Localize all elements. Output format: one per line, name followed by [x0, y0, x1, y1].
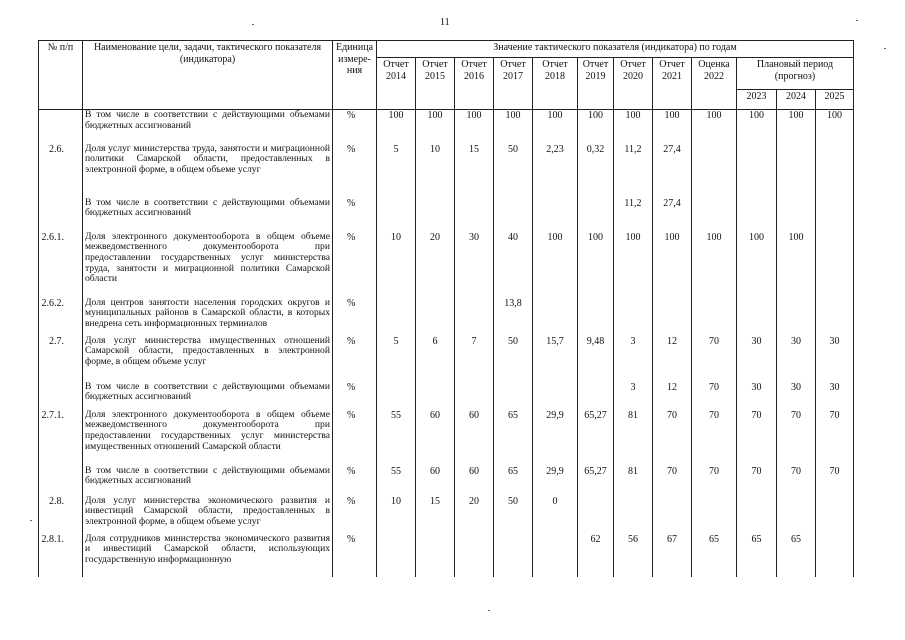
row-number: 2.8.1. — [39, 534, 83, 574]
unit-cell: % — [333, 534, 377, 574]
value-cell: 70 — [816, 466, 854, 496]
value-cell: 100 — [692, 110, 737, 144]
value-cell — [816, 298, 854, 336]
row-number — [39, 466, 83, 496]
col-num-header: № п/п — [39, 41, 83, 110]
value-cell — [816, 198, 854, 232]
indicator-name: В том числе в соответствии с действующими объемами бюджетных ассигнований — [83, 110, 333, 144]
table-row — [39, 336, 854, 382]
value-cell — [377, 382, 416, 410]
unit-cell: % — [333, 410, 377, 466]
value-cell: 100 — [816, 110, 854, 144]
value-cell: 100 — [377, 110, 416, 144]
value-cell: 11,2 — [614, 198, 653, 232]
value-cell: 70 — [737, 410, 777, 466]
value-cell: 55 — [377, 466, 416, 496]
indicator-name: Доля услуг министерства труда, занятости и миграционной политики Самарской области, предоставленных в электронной форме, в общем объеме услуг — [83, 144, 333, 198]
value-cell: 0,32 — [578, 144, 614, 198]
value-cell: 3 — [614, 382, 653, 410]
indicator-name: Доля центров занятости населения городских округов и муниципальных районов в Самарской области, в которых внедрена сеть информационных терминалов — [83, 298, 333, 336]
value-cell: 100 — [494, 110, 533, 144]
indicator-name: Доля услуг министерства имущественных отношений Самарской области, предоставленных в электронной форме, в общем объеме услуг — [83, 336, 333, 382]
value-cell: 30 — [737, 336, 777, 382]
continuation-cell — [39, 574, 83, 577]
col-name-header: Наименование цели, задачи, тактического показателя (индикатора) — [83, 41, 333, 110]
value-cell — [416, 382, 455, 410]
value-cell: 65 — [494, 466, 533, 496]
unit-cell: % — [333, 110, 377, 144]
value-cell — [578, 198, 614, 232]
value-cell: 67 — [653, 534, 692, 574]
value-cell: 50 — [494, 144, 533, 198]
value-cell: 100 — [777, 110, 816, 144]
value-cell: 65 — [494, 410, 533, 466]
value-cell — [416, 298, 455, 336]
value-cell: 100 — [533, 232, 578, 298]
value-cell — [692, 298, 737, 336]
value-cell: 5 — [377, 336, 416, 382]
scan-speck — [884, 48, 886, 49]
value-cell: 60 — [455, 466, 494, 496]
year-header: Отчет 2015 — [416, 58, 455, 110]
table-row — [39, 410, 854, 466]
value-cell: 100 — [737, 110, 777, 144]
continuation-cell — [377, 574, 416, 577]
table-row — [39, 298, 854, 336]
value-cell: 70 — [816, 410, 854, 466]
value-cell: 15,7 — [533, 336, 578, 382]
indicator-name: В том числе в соответствии с действующими объемами бюджетных ассигнований — [83, 198, 333, 232]
value-cell: 55 — [377, 410, 416, 466]
value-cell: 15 — [455, 144, 494, 198]
table-row — [39, 198, 854, 232]
value-cell: 70 — [653, 466, 692, 496]
value-cell: 29,9 — [533, 410, 578, 466]
value-cell: 30 — [777, 382, 816, 410]
value-cell — [578, 496, 614, 534]
value-cell: 100 — [653, 110, 692, 144]
value-cell — [533, 198, 578, 232]
value-cell: 40 — [494, 232, 533, 298]
continuation-cell — [816, 574, 854, 577]
value-cell — [777, 144, 816, 198]
year-header: Отчет 2018 — [533, 58, 578, 110]
row-number: 2.7.1. — [39, 410, 83, 466]
scan-speck — [30, 520, 32, 521]
value-cell — [494, 534, 533, 574]
continuation-cell — [777, 574, 816, 577]
value-cell: 10 — [416, 144, 455, 198]
value-cell — [455, 534, 494, 574]
value-cell — [377, 534, 416, 574]
value-cell — [653, 298, 692, 336]
continuation-cell — [533, 574, 578, 577]
value-cell — [455, 298, 494, 336]
plan-year-header: 2023 — [737, 90, 777, 110]
value-cell: 30 — [816, 336, 854, 382]
row-number: 2.6.1. — [39, 232, 83, 298]
value-cell: 27,4 — [653, 198, 692, 232]
value-cell: 60 — [416, 466, 455, 496]
value-cell: 27,4 — [653, 144, 692, 198]
value-cell: 10 — [377, 496, 416, 534]
indicator-name: Доля электронного документооборота в общем объеме межведомственного документооборота при предоставлении государственных услуг министерства имущественных отношений Самарской области — [83, 410, 333, 466]
value-cell — [377, 298, 416, 336]
value-cell: 70 — [692, 382, 737, 410]
value-cell: 30 — [455, 232, 494, 298]
plan-year-header: 2025 — [816, 90, 854, 110]
value-cell: 2,23 — [533, 144, 578, 198]
continuation-cell — [83, 574, 333, 577]
value-cell: 12 — [653, 382, 692, 410]
continuation-cell — [416, 574, 455, 577]
value-cell: 30 — [816, 382, 854, 410]
row-number: 2.8. — [39, 496, 83, 534]
unit-cell: % — [333, 382, 377, 410]
row-number: 2.7. — [39, 336, 83, 382]
value-cell — [533, 298, 578, 336]
value-cell: 100 — [614, 232, 653, 298]
continuation-cell — [692, 574, 737, 577]
value-cell: 11,2 — [614, 144, 653, 198]
year-header: Отчет 2014 — [377, 58, 416, 110]
value-cell: 70 — [777, 466, 816, 496]
value-cell — [614, 298, 653, 336]
value-cell: 62 — [578, 534, 614, 574]
value-cell — [737, 496, 777, 534]
unit-cell: % — [333, 198, 377, 232]
value-cell — [692, 198, 737, 232]
value-cell: 100 — [533, 110, 578, 144]
value-cell: 65 — [692, 534, 737, 574]
value-cell — [816, 144, 854, 198]
unit-cell: % — [333, 496, 377, 534]
value-cell: 30 — [777, 336, 816, 382]
value-cell — [816, 232, 854, 298]
value-cell: 5 — [377, 144, 416, 198]
table-row — [39, 534, 854, 574]
scan-speck — [856, 20, 858, 21]
value-cell: 70 — [737, 466, 777, 496]
value-cell: 70 — [692, 466, 737, 496]
table-row — [39, 496, 854, 534]
value-cell — [494, 382, 533, 410]
value-cell: 100 — [578, 232, 614, 298]
value-cell: 70 — [653, 410, 692, 466]
value-cell: 100 — [653, 232, 692, 298]
value-cell: 100 — [455, 110, 494, 144]
year-header: Отчет 2020 — [614, 58, 653, 110]
col-unit-header: Единица измере-ния — [333, 41, 377, 110]
scan-speck — [488, 610, 490, 611]
year-header: Отчет 2016 — [455, 58, 494, 110]
value-cell: 70 — [777, 410, 816, 466]
value-cell: 7 — [455, 336, 494, 382]
value-cell: 10 — [377, 232, 416, 298]
value-cell — [777, 198, 816, 232]
value-cell: 100 — [416, 110, 455, 144]
continuation-cell — [578, 574, 614, 577]
value-cell: 0 — [533, 496, 578, 534]
value-cell — [377, 198, 416, 232]
unit-cell: % — [333, 336, 377, 382]
table-row — [39, 110, 854, 144]
value-cell — [416, 198, 455, 232]
value-cell — [737, 198, 777, 232]
row-number — [39, 382, 83, 410]
value-cell: 56 — [614, 534, 653, 574]
value-cell — [455, 198, 494, 232]
continuation-cell — [333, 574, 377, 577]
indicator-name: В том числе в соответствии с действующими объемами бюджетных ассигнований — [83, 382, 333, 410]
continuation-cell — [653, 574, 692, 577]
scan-speck — [252, 24, 254, 25]
value-cell: 20 — [416, 232, 455, 298]
value-cell — [692, 496, 737, 534]
value-cell — [614, 496, 653, 534]
unit-cell: % — [333, 466, 377, 496]
value-cell — [737, 298, 777, 336]
value-cell: 60 — [455, 410, 494, 466]
table-continuation — [39, 574, 854, 577]
value-cell — [777, 298, 816, 336]
year-header: Отчет 2019 — [578, 58, 614, 110]
indicator-name: Доля сотрудников министерства экономического развития и инвестиций Самарской области, использующих государственную информационную — [83, 534, 333, 574]
continuation-cell — [455, 574, 494, 577]
value-cell: 15 — [416, 496, 455, 534]
value-cell: 30 — [737, 382, 777, 410]
unit-cell: % — [333, 298, 377, 336]
value-cell: 65,27 — [578, 410, 614, 466]
year-header: Отчет 2021 — [653, 58, 692, 110]
table-row — [39, 232, 854, 298]
continuation-cell — [614, 574, 653, 577]
value-cell — [816, 534, 854, 574]
indicator-name: Доля электронного документооборота в общем объеме межведомственного документооборота при предоставлении государственных услуг министерства труда, занятости и миграционной политики Самарской области — [83, 232, 333, 298]
value-cell: 65 — [777, 534, 816, 574]
value-cell: 81 — [614, 410, 653, 466]
value-cell: 100 — [614, 110, 653, 144]
value-cell: 60 — [416, 410, 455, 466]
value-cell — [578, 298, 614, 336]
value-cell — [533, 534, 578, 574]
year-header: Отчет 2017 — [494, 58, 533, 110]
value-cell — [455, 382, 494, 410]
row-number — [39, 110, 83, 144]
value-cell: 81 — [614, 466, 653, 496]
unit-cell: % — [333, 232, 377, 298]
indicator-table — [38, 40, 854, 577]
value-cell — [653, 496, 692, 534]
value-cell: 70 — [692, 336, 737, 382]
table-body — [39, 110, 854, 577]
row-number: 2.6. — [39, 144, 83, 198]
table-row — [39, 382, 854, 410]
value-cell: 12 — [653, 336, 692, 382]
indicator-name: Доля услуг министерства экономического развития и инвестиций Самарской области, предоставленных в электронной форме, в общем объеме услуг — [83, 496, 333, 534]
value-cell — [578, 382, 614, 410]
continuation-cell — [737, 574, 777, 577]
year-header: Оценка 2022 — [692, 58, 737, 110]
value-cell — [533, 382, 578, 410]
value-cell: 70 — [692, 410, 737, 466]
value-cell: 100 — [692, 232, 737, 298]
value-cell: 20 — [455, 496, 494, 534]
value-cell: 100 — [578, 110, 614, 144]
value-cell: 65,27 — [578, 466, 614, 496]
page-number: 11 — [440, 17, 450, 28]
value-cell — [816, 496, 854, 534]
value-cell — [494, 198, 533, 232]
value-cell — [692, 144, 737, 198]
value-cell: 100 — [737, 232, 777, 298]
col-values-header: Значение тактического показателя (индикатора) по годам — [377, 41, 854, 58]
row-number — [39, 198, 83, 232]
value-cell: 50 — [494, 496, 533, 534]
plan-period-header: Плановый период (прогноз) — [737, 58, 854, 90]
value-cell — [777, 496, 816, 534]
value-cell: 65 — [737, 534, 777, 574]
value-cell: 29,9 — [533, 466, 578, 496]
value-cell — [416, 534, 455, 574]
value-cell: 3 — [614, 336, 653, 382]
indicator-name: В том числе в соответствии с действующими объемами бюджетных ассигнований — [83, 466, 333, 496]
value-cell: 50 — [494, 336, 533, 382]
value-cell: 13,8 — [494, 298, 533, 336]
value-cell: 100 — [777, 232, 816, 298]
value-cell: 9,48 — [578, 336, 614, 382]
table-row — [39, 466, 854, 496]
plan-year-header: 2024 — [777, 90, 816, 110]
row-number: 2.6.2. — [39, 298, 83, 336]
value-cell — [737, 144, 777, 198]
table-row — [39, 144, 854, 198]
unit-cell: % — [333, 144, 377, 198]
value-cell: 6 — [416, 336, 455, 382]
continuation-cell — [494, 574, 533, 577]
